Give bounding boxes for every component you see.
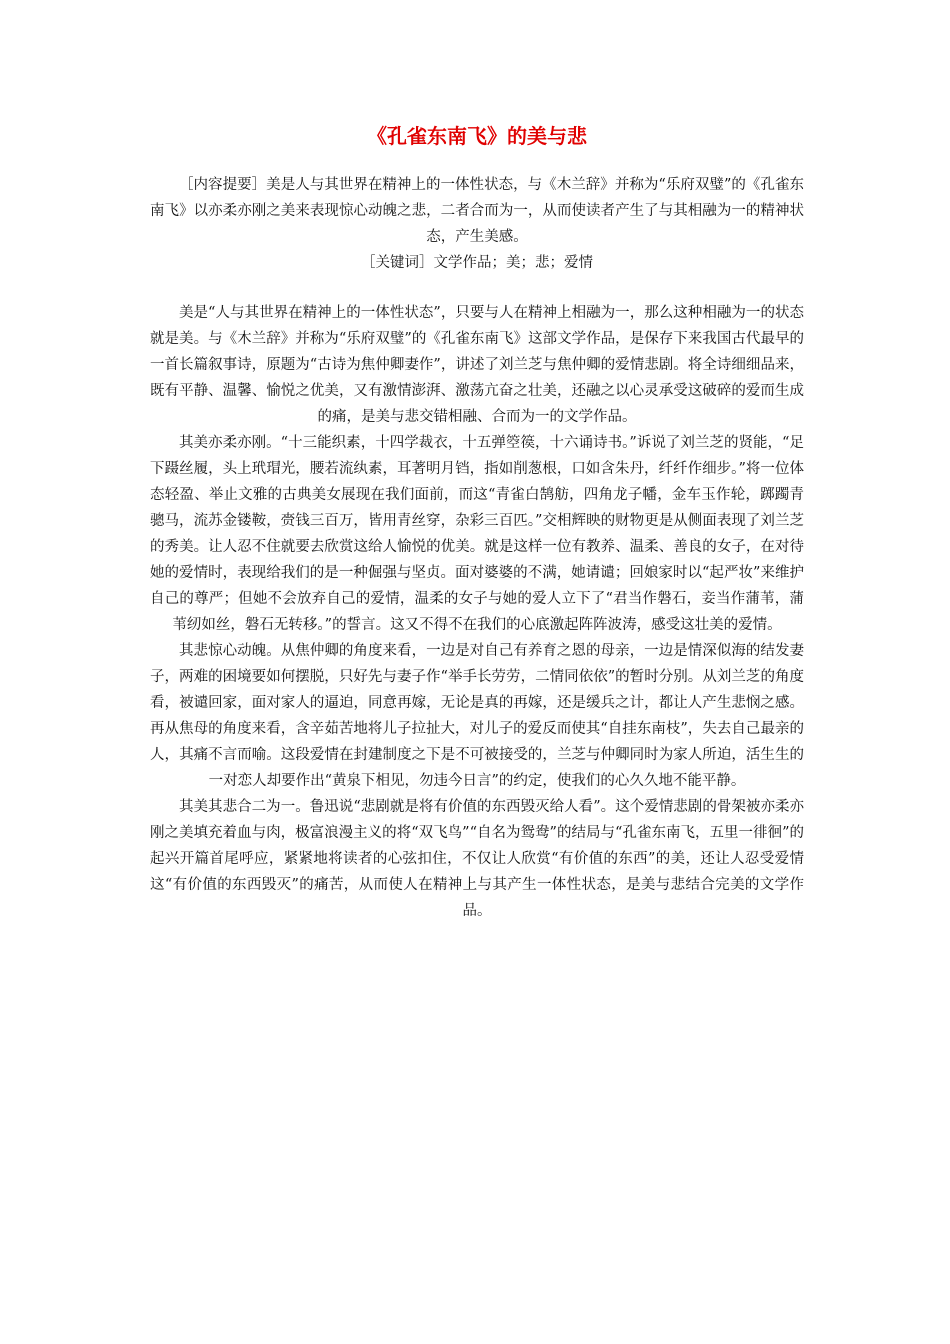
paragraph-1: 美是“人与其世界在精神上的一体性状态”，只要与人在精神上相融为一，那么这种相融为一的状态就是美。与《木兰辞》并称为“乐府双璧”的《孔雀东南飞》这部文学作品，是保存下来我国古代最早的一首长篇叙事诗，原题为“古诗为焦仲卿妻作”，讲述了刘兰芝与焦仲卿的爱情悲剧。将全诗细细品来，既有平静、温馨、愉悦之优美，又有激情澎湃、激荡亢奋之壮美，还融之以心灵承受这破碎的爱而生成的痛，是美与悲交错相融、合而为一的文学作品。: [150, 305, 804, 425]
article-body: [150, 300, 804, 924]
paragraph-3: 其悲惊心动魄。从焦仲卿的角度来看，一边是对自己有养育之恩的母亲，一边是情深似海的结发妻子，两难的困境要如何摆脱，只好先与妻子作“举手长劳劳，二情同依依”的暂时分别。从刘兰芝的角度看，被谴回家，面对家人的逼迫，同意再嫁，无论是真的再嫁，还是缓兵之计，都让人产生悲悯之感。再从焦母的角度来看，含辛茹苦地将儿子拉扯大，对儿子的爱反而使其“自挂东南枝”，失去自己最亲的人，其痛不言而喻。这段爱情在封建制度之下是不可被接受的，兰芝与仲卿同时为家人所迫，活生生的一对恋人却要作出“黄泉下相见，勿违今日言”的约定，使我们的心久久地不能平静。: [150, 643, 804, 789]
keywords: ［关键词］文学作品；美；悲；爱情: [361, 255, 593, 271]
paragraph-4: 其美其悲合二为一。鲁迅说“悲剧就是将有价值的东西毁灭给人看”。这个爱情悲剧的骨架被亦柔亦刚之美填充着血与肉，极富浪漫主义的将“双飞鸟”“自名为鸳鸯”的结局与“孔雀东南飞，五里一徘徊”的起兴开篇首尾呼应，紧紧地将读者的心弦扣住，不仅让人欣赏“有价值的东西”的美，还让人忍受爱情这“有价值的东西毁灭”的痛苦，从而使人在精神上与其产生一体性状态，是美与悲结合完美的文学作品。: [150, 799, 804, 919]
paragraph-2: 其美亦柔亦刚。“十三能织素，十四学裁衣，十五弹箜篌，十六诵诗书。”诉说了刘兰芝的贤能，“足下蹑丝履，头上玳瑁光，腰若流纨素，耳著明月铛，指如削葱根，口如含朱丹，纤纤作细步。”将一位体态轻盈、举止文雅的古典美女展现在我们面前，而这“青雀白鹄舫，四角龙子幡，金车玉作轮，踯躅青骢马，流苏金镂鞍，赍钱三百万，皆用青丝穿，杂彩三百匹。”交相辉映的财物更是从侧面表现了刘兰芝的秀美。让人忍不住就要去欣赏这给人愉悦的优美。就是这样一位有教养、温柔、善良的女子，在对待她的爱情时，表现给我们的是一种倔强与坚贞。面对婆婆的不满，她请谴；回娘家时以“起严妆”来维护自己的尊严；但她不会放弃自己的爱情，温柔的女子与她的爱人立下了“君当作磐石，妾当作蒲苇，蒲苇纫如丝，磐石无转移。”的誓言。这又不得不在我们的心底激起阵阵波涛，感受这壮美的爱情。: [150, 435, 804, 633]
document-title: 《孔雀东南飞》的美与悲: [367, 124, 587, 148]
abstract: ［内容提要］美是人与其世界在精神上的一体性状态，与《木兰辞》并称为“乐府双璧”的《孔雀东南飞》以亦柔亦刚之美来表现惊心动魄之悲，二者合而为一，从而使读者产生了与其相融为一的精神状态，产生美感。: [150, 177, 804, 245]
